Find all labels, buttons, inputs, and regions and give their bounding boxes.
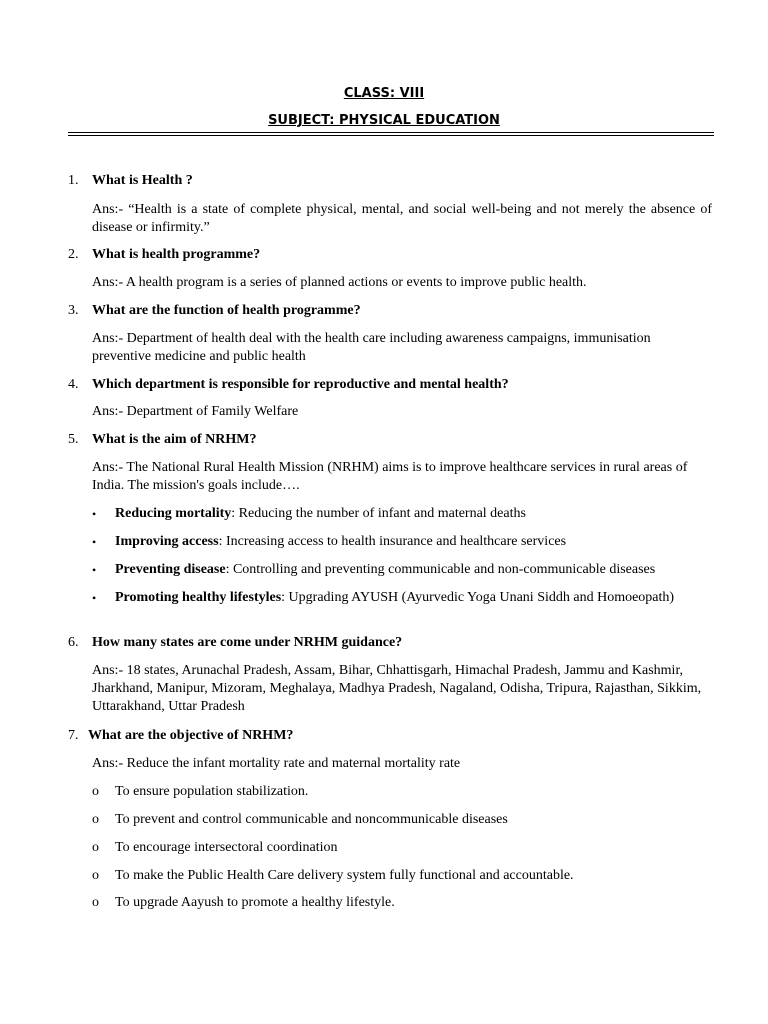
question-text: Which department is responsible for reproductive and mental health?	[92, 377, 509, 392]
question-5	[68, 431, 714, 449]
question-4	[68, 376, 714, 394]
header-rule-top	[68, 132, 714, 133]
bullet-icon: •	[92, 563, 97, 577]
circle-bullet-icon: o	[92, 812, 99, 827]
subject-title: SUBJECT: PHYSICAL EDUCATION	[268, 113, 500, 128]
goal-term: Improving access	[115, 534, 219, 549]
question-text: What is the aim of NRHM?	[92, 432, 257, 447]
goal-term: Reducing mortality	[115, 506, 232, 521]
circle-bullet-icon: o	[92, 895, 99, 910]
objective-text: To make the Public Health Care delivery system fully functional and accountable.	[115, 868, 574, 883]
question-number: 3.	[68, 303, 79, 318]
answer-6: Ans:- 18 states, Arunachal Pradesh, Assam, Bihar, Chhattisgarh, Himachal Pradesh, Jammu and Kashmir, Jharkhand, Manipur, Mizoram, Meghalaya, Madhya Pradesh, Nagaland, Odisha, Tripura, Rajasthan, Sikkim, Uttarakhand, Uttar Pradesh	[92, 663, 702, 714]
bullet-icon: •	[92, 535, 97, 549]
objective-text: To encourage intersectoral coordination	[115, 840, 338, 855]
question-text: What are the function of health programme?	[92, 303, 361, 318]
bullet-icon: •	[92, 507, 97, 521]
question-2	[68, 246, 714, 264]
class-title: CLASS: VIII	[343, 86, 425, 101]
question-1	[68, 172, 714, 190]
header-rule-bottom	[68, 135, 714, 136]
question-number: 7.	[68, 728, 79, 743]
question-7	[68, 727, 714, 745]
question-number: 1.	[68, 173, 79, 188]
question-number: 2.	[68, 247, 79, 262]
question-number: 4.	[68, 377, 79, 392]
goal-desc: : Increasing access to health insurance and healthcare services	[218, 534, 567, 549]
question-3	[68, 302, 714, 320]
question-text: What are the objective of NRHM?	[88, 728, 294, 743]
question-text: What is Health ?	[92, 173, 193, 188]
objective-text: To upgrade Aayush to promote a healthy lifestyle.	[115, 895, 395, 910]
goal-desc: : Reducing the number of infant and maternal deaths	[231, 506, 526, 521]
question-6	[68, 634, 714, 652]
circle-bullet-icon: o	[92, 784, 99, 799]
answer-4: Ans:- Department of Family Welfare	[92, 404, 299, 419]
question-number: 5.	[68, 432, 79, 447]
question-text: What is health programme?	[92, 247, 261, 262]
answer-1: Ans:- “Health is a state of complete physical, mental, and social well-being and not merely the absence of disease or infirmity.”	[92, 202, 712, 235]
question-text: How many states are come under NRHM guidance?	[92, 635, 403, 650]
goal-desc: : Controlling and preventing communicable and non-communicable diseases	[225, 562, 656, 577]
answer-7: Ans:- Reduce the infant mortality rate and maternal mortality rate	[92, 756, 461, 771]
goal-desc: : Upgrading AYUSH (Ayurvedic Yoga Unani Siddh and Homoeopath)	[281, 590, 675, 605]
goal-term: Preventing disease	[115, 562, 226, 577]
objective-text: To prevent and control communicable and noncommunicable diseases	[115, 812, 508, 827]
question-number: 6.	[68, 635, 79, 650]
objective-text: To ensure population stabilization.	[115, 784, 309, 799]
circle-bullet-icon: o	[92, 868, 99, 883]
circle-bullet-icon: o	[92, 840, 99, 855]
goal-term: Promoting healthy lifestyles	[115, 590, 282, 605]
answer-5: Ans:- The National Rural Health Mission (NRHM) aims is to improve healthcare services in rural areas of India. The mission's goals include….	[92, 460, 688, 493]
answer-3: Ans:- Department of health deal with the health care including awareness campaigns, immunisation preventive medicine and public health	[92, 331, 651, 364]
answer-2: Ans:- A health program is a series of planned actions or events to improve public health.	[92, 275, 587, 290]
bullet-icon: •	[92, 591, 97, 605]
